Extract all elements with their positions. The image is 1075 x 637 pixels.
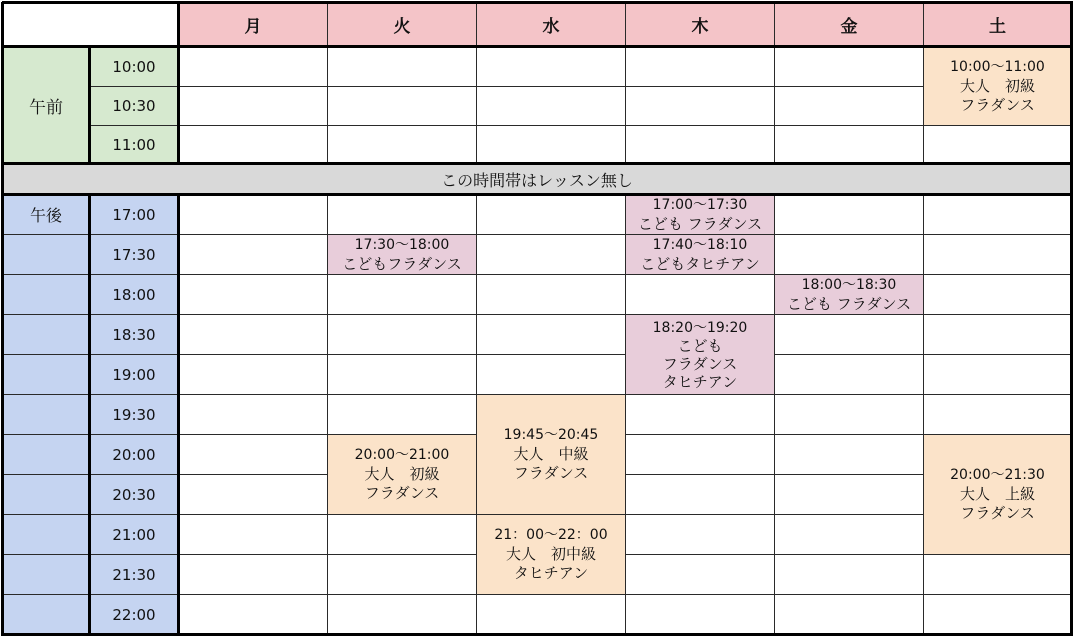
am-period-label: 午前 (2, 46, 90, 164)
schedule-cell (774, 86, 924, 126)
lesson-text: 大人 中級 (513, 445, 589, 463)
schedule-cell (476, 194, 626, 235)
schedule-cell (923, 354, 1072, 395)
table-border (2, 162, 1073, 165)
day-header: 月 (178, 2, 328, 47)
schedule-cell (774, 194, 924, 235)
schedule-cell (774, 434, 924, 475)
lesson-text: こども フラダンス (637, 214, 763, 233)
schedule-cell (178, 514, 328, 555)
table-border (1070, 2, 1073, 636)
schedule-cell (923, 274, 1072, 315)
schedule-cell (476, 46, 626, 87)
day-header: 木 (625, 2, 775, 47)
lesson-time: 17:40〜18:10 (652, 236, 748, 253)
lesson-block (774, 274, 924, 315)
table-border (177, 194, 180, 636)
lesson-text: タヒチアン (662, 372, 738, 391)
lesson-block (625, 234, 775, 275)
lesson-block (923, 434, 1072, 555)
lesson-text: フラダンス (960, 95, 1035, 114)
day-header: 金 (774, 2, 924, 47)
pm-period-cell (2, 314, 90, 355)
time-slot-label: 17:00 (89, 194, 179, 235)
schedule-cell (923, 234, 1072, 275)
lesson-text: フラダンス (364, 484, 440, 502)
table-border (88, 46, 91, 165)
schedule-cell (327, 354, 477, 395)
schedule-cell (178, 314, 328, 355)
lesson-time: 20:00〜21:00 (354, 447, 450, 463)
schedule-cell (774, 234, 924, 275)
pm-period-cell (2, 354, 90, 395)
lesson-block (476, 394, 626, 515)
schedule-cell (178, 194, 328, 235)
table-border (1, 2, 4, 636)
schedule-cell (923, 594, 1072, 635)
pm-period-cell (2, 554, 90, 595)
lesson-time: 19:45〜20:45 (503, 427, 599, 443)
schedule-cell (774, 46, 924, 87)
day-header: 水 (476, 2, 626, 47)
schedule-cell (774, 394, 924, 435)
schedule-cell (178, 554, 328, 595)
time-slot-label: 10:00 (89, 46, 179, 87)
schedule-cell (178, 234, 328, 275)
time-slot-label: 20:00 (89, 434, 179, 475)
schedule-cell (178, 434, 328, 475)
table-border (2, 633, 1073, 636)
lesson-text: こどもフラダンス (342, 254, 462, 273)
time-slot-label: 19:30 (89, 394, 179, 435)
schedule-cell (625, 434, 775, 475)
time-slot-label: 19:00 (89, 354, 179, 395)
time-slot-label: 17:30 (89, 234, 179, 275)
schedule-cell (327, 554, 477, 595)
schedule-cell (327, 125, 477, 164)
time-slot-label: 20:30 (89, 474, 179, 515)
schedule-cell (178, 354, 328, 395)
lesson-block (923, 46, 1072, 126)
lesson-block (327, 434, 477, 515)
schedule-cell (476, 234, 626, 275)
schedule-cell (774, 314, 924, 355)
day-header: 土 (923, 2, 1072, 47)
lesson-text: こども フラダンス (786, 294, 912, 313)
schedule-cell (178, 86, 328, 126)
lesson-block (476, 514, 626, 595)
schedule-cell (625, 554, 775, 595)
table-border (177, 2, 180, 165)
schedule-cell (625, 274, 775, 315)
time-slot-label: 22:00 (89, 594, 179, 635)
schedule-cell (625, 594, 775, 635)
pm-period-cell (2, 274, 90, 315)
pm-period-cell (2, 434, 90, 475)
pm-period-cell (2, 514, 90, 555)
schedule-cell (327, 314, 477, 355)
time-slot-label: 18:30 (89, 314, 179, 355)
time-slot-label: 11:00 (89, 125, 179, 164)
time-slot-label: 21:00 (89, 514, 179, 555)
schedule-cell (476, 594, 626, 635)
schedule-cell (625, 86, 775, 126)
lesson-text: タヒチアン (513, 564, 589, 582)
schedule-cell (774, 594, 924, 635)
pm-period-cell (2, 234, 90, 275)
lesson-text: フラダンス (513, 464, 589, 482)
time-slot-label: 10:30 (89, 86, 179, 126)
schedule-cell (476, 354, 626, 395)
schedule-cell (923, 125, 1072, 164)
lesson-time: 18:20〜19:20 (652, 319, 748, 336)
lesson-text: 大人 初級 (959, 76, 1035, 95)
table-border (2, 45, 1073, 48)
lesson-text: 大人 初級 (364, 465, 440, 483)
lesson-block (327, 234, 477, 275)
schedule-cell (774, 354, 924, 395)
schedule-cell (327, 274, 477, 315)
schedule-cell (476, 314, 626, 355)
time-slot-label: 18:00 (89, 274, 179, 315)
lesson-time: 17:00〜17:30 (652, 196, 748, 213)
schedule-cell (327, 394, 477, 435)
schedule-cell (327, 194, 477, 235)
schedule-cell (625, 474, 775, 515)
schedule-cell (178, 46, 328, 87)
lesson-time: 10:00〜11:00 (950, 58, 1045, 75)
header-corner (2, 2, 179, 47)
schedule-cell (178, 125, 328, 164)
schedule-cell (923, 554, 1072, 595)
schedule-cell (178, 274, 328, 315)
pm-period-label: 午後 (2, 194, 90, 235)
schedule-cell (327, 594, 477, 635)
schedule-cell (625, 46, 775, 87)
no-lesson-banner: この時間帯はレッスン無し (2, 163, 1072, 195)
schedule-cell (476, 86, 626, 126)
schedule-cell (774, 554, 924, 595)
table-border (2, 1, 1073, 4)
lesson-text: フラダンス (662, 354, 738, 373)
schedule-cell (476, 274, 626, 315)
schedule-cell (178, 474, 328, 515)
time-slot-label: 21:30 (89, 554, 179, 595)
schedule-cell (774, 125, 924, 164)
lesson-time: 18:00〜18:30 (801, 276, 897, 293)
schedule-cell (178, 394, 328, 435)
schedule-cell (625, 125, 775, 164)
schedule-cell (923, 194, 1072, 235)
lesson-text: 大人 初中級 (505, 545, 596, 563)
lesson-block (625, 314, 775, 395)
schedule-cell (625, 514, 775, 555)
lesson-text: フラダンス (960, 504, 1035, 522)
lesson-text: こどもタヒチアン (640, 254, 760, 273)
schedule-cell (625, 394, 775, 435)
pm-period-cell (2, 394, 90, 435)
lesson-text: こども (677, 336, 723, 355)
schedule-cell (476, 125, 626, 164)
lesson-time: 17:30〜18:00 (354, 236, 450, 253)
lesson-block (625, 194, 775, 235)
day-header: 火 (327, 2, 477, 47)
schedule-cell (178, 594, 328, 635)
table-border (2, 193, 1073, 196)
schedule-cell (774, 474, 924, 515)
schedule-cell (327, 86, 477, 126)
schedule-cell (774, 514, 924, 555)
pm-period-cell (2, 474, 90, 515)
schedule-cell (327, 514, 477, 555)
schedule-cell (327, 46, 477, 87)
lesson-time: 20:00〜21:30 (950, 467, 1045, 483)
schedule-cell (923, 394, 1072, 435)
schedule-cell (923, 314, 1072, 355)
lesson-text: 大人 上級 (959, 485, 1035, 503)
table-border (88, 194, 91, 636)
pm-period-cell (2, 594, 90, 635)
lesson-time: 21：00〜22：00 (494, 527, 608, 543)
